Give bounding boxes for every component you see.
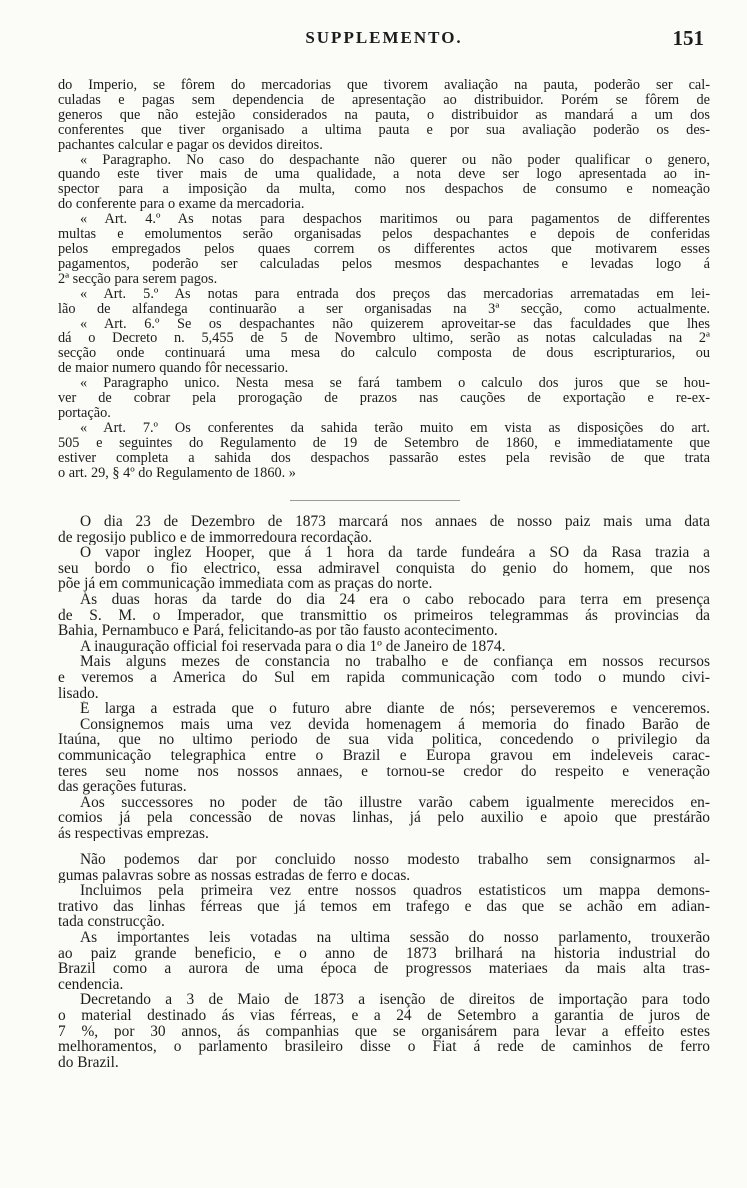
text-line: o art. 29, § 4º do Regulamento de 1860. »: [58, 465, 296, 481]
text-line: Incluimos pela primeira vez entre nossos quadros estatisticos um mappa demons-: [80, 883, 710, 899]
text-line: spector para a imposição da multa, como nos despachos de consumo e nomeação: [58, 182, 710, 198]
telegraph-section: [58, 514, 710, 841]
running-title: SUPPLEMENTO.: [305, 28, 463, 47]
text-line: ás respectivas emprezas.: [58, 825, 209, 842]
text-line: 2ª secção para serem pagos.: [58, 271, 218, 287]
railways-section: [58, 852, 710, 1070]
text-line: Não podemos dar por concluido nosso modesto trabalho sem consignarmos al-: [80, 852, 710, 868]
page-number: 151: [672, 26, 704, 50]
text-line: melhoramentos, o parlamento brasileiro disse o Fiat á rede de caminhos de ferro: [58, 1039, 710, 1055]
text-line: tada construcção.: [58, 914, 165, 930]
text-line: estiver completa a sahida dos despachos passarão estes pela revisão de que trata: [58, 450, 710, 466]
text-line: « Paragrapho. No caso do despachante não querer ou não poder qualificar o genero,: [80, 152, 710, 168]
text-line: pagamentos, poderão ser calculadas pelos mesmos despachantes e levadas logo á: [58, 256, 710, 272]
text-line: A inauguração official foi reservada para o dia 1º de Janeiro de 1874.: [80, 638, 506, 655]
text-line: « Art. 6.º Se os despachantes não quizerem aproveitar-se das faculdades que lhes: [80, 316, 710, 332]
text-line: pelos empregados pelos quaes correm os differentes actos que motivarem esses: [58, 241, 710, 257]
text-line: do Brazil.: [58, 1054, 119, 1071]
text-line: Ás duas horas da tarde do dia 24 era o cabo rebocado para terra em presença: [80, 591, 710, 608]
text-line: communicação telegraphica entre o Brazil e Europa gravou em indeleveis carac-: [58, 747, 710, 764]
text-line: « Art. 7.º Os conferentes da sahida terão muito em vista as disposições do art.: [80, 420, 710, 436]
text-line: conferentes que tiver organisado a ultima pauta e por sua avaliação poderão os des-: [58, 122, 710, 138]
text-line: multas e emolumentos serão organisadas pelos despachantes e depois de conferidas: [58, 227, 710, 242]
text-line: de regosijo publico e de immorredoura recordação.: [58, 529, 373, 546]
text-line: generos que não estejão considerados na pauta, o distribuidor as mandará a um dos: [58, 107, 710, 123]
text-line: secção onde continuará uma mesa do calculo composta de dous escripturarios, ou: [58, 346, 710, 362]
text-line: « Art. 5.º As notas para entrada dos preços das mercadorias arrematadas em lei-: [80, 286, 710, 302]
text-line: e veremos a America do Sul em rapida communicação com todo o mundo civi-: [58, 669, 710, 686]
text-line: seu bordo o fio electrico, essa admiravel conquista do genio do homem, que nos: [58, 560, 710, 577]
text-line: Itaúna, que no ultimo periodo de sua vida politica, concedendo o privilegio da: [58, 732, 710, 748]
text-line: teres seu nome nos nossos annaes, e tornou-se credor do respeito e veneração: [58, 763, 710, 780]
text-line: Brazil como a aurora de uma época de progressos materiaes da mais alta tras-: [58, 961, 710, 977]
text-line: dá o Decreto n. 5,455 de 5 de Novembro ultimo, serão as notas calculadas na 2ª: [58, 331, 710, 347]
text-line: O vapor inglez Hooper, que á 1 hora da tarde fundeára a SO da Rasa trazia a: [80, 545, 710, 561]
text-line: pachantes calcular e pagar os devidos direitos.: [58, 137, 323, 153]
text-line: ao paiz grande beneficio, e o anno de 1873 brilhará na historia industrial do: [58, 945, 710, 962]
text-line: É larga a estrada que o futuro abre diante de nós; perseveremos e venceremos.: [80, 701, 710, 717]
text-line: Mais alguns mezes de constancia no trabalho e de confiança em nossos recursos: [80, 654, 710, 670]
text-line: de S. M. o Imperador, que transmittio os primeiros telegrammas ás provincias da: [58, 607, 710, 624]
text-line: o material destinado ás vias férreas, e a 24 de Setembro a garantia de juros de: [58, 1007, 710, 1024]
regulation-articles-section: [58, 78, 710, 480]
page-header: [64, 28, 704, 56]
text-line: Bahia, Pernambuco e Pará, felicitando-as por tão fausto acontecimento.: [58, 623, 498, 639]
section-divider: [290, 500, 460, 501]
text-line: do Imperio, se fôrem do mercadorias que tivorem avaliação na pauta, poderão ser cal-: [58, 78, 710, 93]
text-line: das gerações futuras.: [58, 779, 187, 795]
text-line: comios já pela concessão de novas linhas, já pelo auxilio e apoio que prestárão: [58, 810, 710, 826]
text-line: trativo das linhas férreas que já temos em trafego e das que se achão em adian-: [58, 898, 710, 915]
text-line: 7 %, por 30 annos, ás companhias que se organisárem para levar a effeito estes: [58, 1023, 710, 1040]
text-line: ver de cobrar pela prorogação de prazos nas cauções de exportação e re-ex-: [58, 391, 710, 406]
text-line: culadas e pagas sem dependencia de apresentação ao distribuidor. Porém se fôrem de: [58, 92, 710, 108]
text-line: As importantes leis votadas na ultima sessão do nosso parlamento, trouxerão: [80, 929, 710, 946]
text-line: 505 e seguintes do Regulamento de 19 de Setembro de 1860, e immediatamente que: [58, 435, 710, 451]
text-line: O dia 23 de Dezembro de 1873 marcará nos annaes de nosso paiz mais uma data: [80, 514, 710, 530]
text-line: põe já em communicação immediata com as praças do norte.: [58, 576, 433, 592]
text-line: quando este tiver mais de uma qualidade, a nota deve ser logo apresentada ao in-: [58, 167, 710, 183]
text-line: do conferente para o exame da mercadoria.: [58, 197, 305, 213]
text-line: gumas palavras sobre as nossas estradas de ferro e docas.: [58, 867, 411, 884]
text-line: lisado.: [58, 685, 99, 702]
text-line: Decretando a 3 de Maio de 1873 a isenção de direitos de importação para todo: [80, 992, 710, 1008]
text-line: Aos successores no poder de tão illustre varão cabem igualmente merecidos en-: [80, 794, 710, 811]
text-line: « Art. 4.º As notas para despachos maritimos ou para pagamentos de differentes: [80, 212, 710, 228]
text-line: « Paragrapho unico. Nesta mesa se fará tambem o calculo dos juros que se hou-: [80, 376, 710, 392]
text-line: de maior numero quando fôr necessario.: [58, 361, 289, 377]
text-line: cendencia.: [58, 976, 124, 993]
text-line: lão de alfandega continuarão a ser organisadas na 3ª secção, como actualmente.: [58, 301, 710, 317]
text-line: portação.: [58, 405, 111, 421]
text-line: Consignemos mais uma vez devida homenagem á memoria do finado Barão de: [80, 716, 710, 733]
